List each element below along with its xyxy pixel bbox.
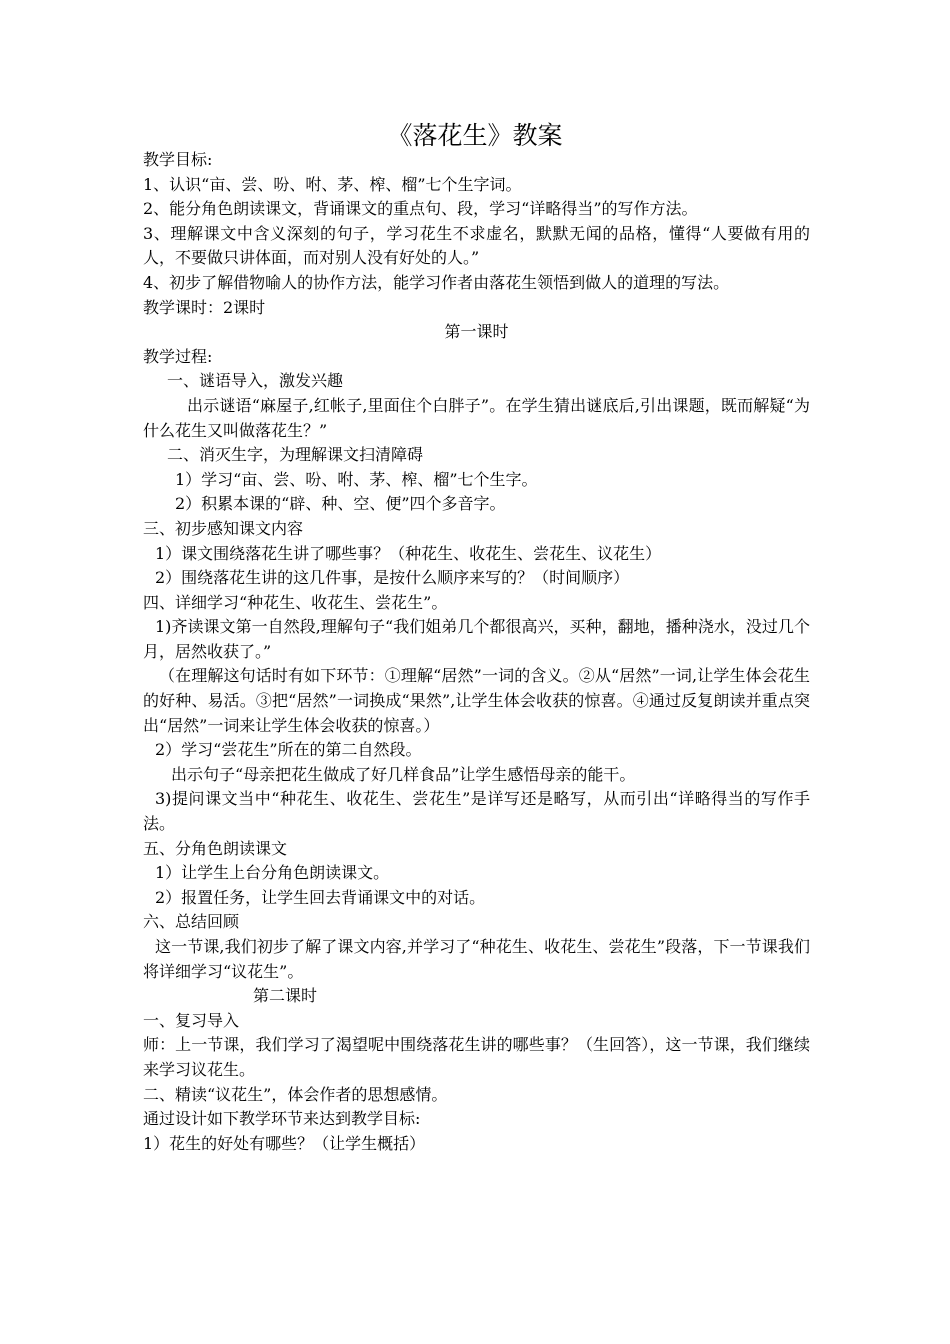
step-4-item-3: 3)提问课文当中“种花生、收花生、尝花生”是详写还是略写，从而引出“详略得当的写作手法。: [143, 789, 810, 834]
step-heading-5: 五、分角色朗读课文: [143, 838, 288, 858]
lesson-2-step-2-item-1: 1）花生的好处有哪些？（让学生概括）: [143, 1133, 426, 1153]
step-2-item-2: 2）积累本课的“辟、种、空、便”四个多音字。: [175, 494, 506, 514]
lesson-2-step-2-intro: 通过设计如下教学环节来达到教学目标:: [143, 1109, 421, 1129]
objective-4: 4、初步了解借物喻人的协作方法，能学习作者由落花生领悟到做人的道理的写法。: [143, 272, 730, 292]
step-5-item-2: 2）报置任务，让学生回去背诵课文中的对话。: [155, 887, 486, 907]
step-1-text: 出示谜语“麻屋子,红帐子,里面住个白胖子”。在学生猜出谜底后,引出课题，既而解疑“为什么花生又叫做落花生？”: [143, 395, 810, 440]
step-heading-2: 二、消灭生字，为理解课文扫清障碍: [167, 445, 424, 465]
lesson-2-step-heading-2: 二、精读“议花生”，体会作者的思想感情。: [143, 1084, 448, 1104]
lesson-2-step-1-text: 师：上一节课，我们学习了渴望呢中围绕落花生讲的哪些事？（生回答），这一节课，我们继续来学习议花生。: [143, 1035, 810, 1079]
section-heading-objectives: 教学目标:: [143, 150, 213, 169]
section-heading-process: 教学过程:: [143, 346, 213, 366]
lesson-2-heading: 第二课时: [253, 986, 318, 1006]
step-3-item-1: 1）课文围绕落花生讲了哪些事？（种花生、收花生、尝花生、议花生）: [155, 543, 662, 563]
step-4-item-2-text: 出示句子“母亲把花生做成了好几样食品”让学生感悟母亲的能干。: [171, 764, 636, 784]
step-2-item-1: 1）学习“亩、尝、吩、咐、茅、榨、榴”七个生字。: [175, 469, 538, 489]
step-4-item-1: 1)齐读课文第一自然段,理解句子“我们姐弟几个都很高兴，买种，翻地，播种浇水，没过几个月，居然收获了。”: [143, 617, 810, 661]
objective-3: 3、理解课文中含义深刻的句子，学习花生不求虚名，默默无闻的品格，懂得“人要做有用的人，不要做只讲体面，而对别人没有好处的人。”: [143, 223, 810, 268]
class-hours: 教学课时：2课时: [143, 297, 266, 317]
document-body: [143, 148, 810, 1156]
step-heading-6: 六、总结回顾: [143, 912, 240, 932]
lesson-2-step-heading-1: 一、复习导入: [143, 1010, 240, 1030]
step-heading-4: 四、详细学习“种花生、收花生、尝花生”。: [143, 592, 448, 612]
lesson-1-heading: 第一课时: [444, 322, 509, 342]
step-4-item-2: 2）学习“尝花生”所在的第二自然段。: [155, 740, 422, 760]
step-heading-3: 三、初步感知课文内容: [143, 518, 304, 538]
objective-2: 2、能分角色朗读课文，背诵课文的重点句、段，学习“详略得当”的写作方法。: [143, 199, 698, 219]
step-4-note: （在理解这句话时有如下环节：①理解“居然”一词的含义。②从“居然”一词,让学生体会花生的好种、易活。③把“居然”一词换成“果然”,让学生体会收获的惊喜。④通过反复朗读并重点突出“居然”一词来让学生体会收获的惊喜。）: [143, 666, 810, 735]
document-title: 《落花生》教案: [387, 121, 563, 150]
step-5-item-1: 1）让学生上台分角色朗读课文。: [155, 863, 390, 883]
objective-1: 1、认识“亩、尝、吩、咐、茅、榨、榴”七个生字词。: [143, 174, 522, 194]
step-6-text: 这一节课,我们初步了解了课文内容,并学习了“种花生、收花生、尝花生”段落，下一节课我们将详细学习“议花生”。: [143, 937, 810, 981]
step-3-item-2: 2）围绕落花生讲的这几件事，是按什么顺序来写的？（时间顺序）: [155, 568, 630, 588]
step-heading-1: 一、谜语导入，激发兴趣: [167, 371, 344, 391]
